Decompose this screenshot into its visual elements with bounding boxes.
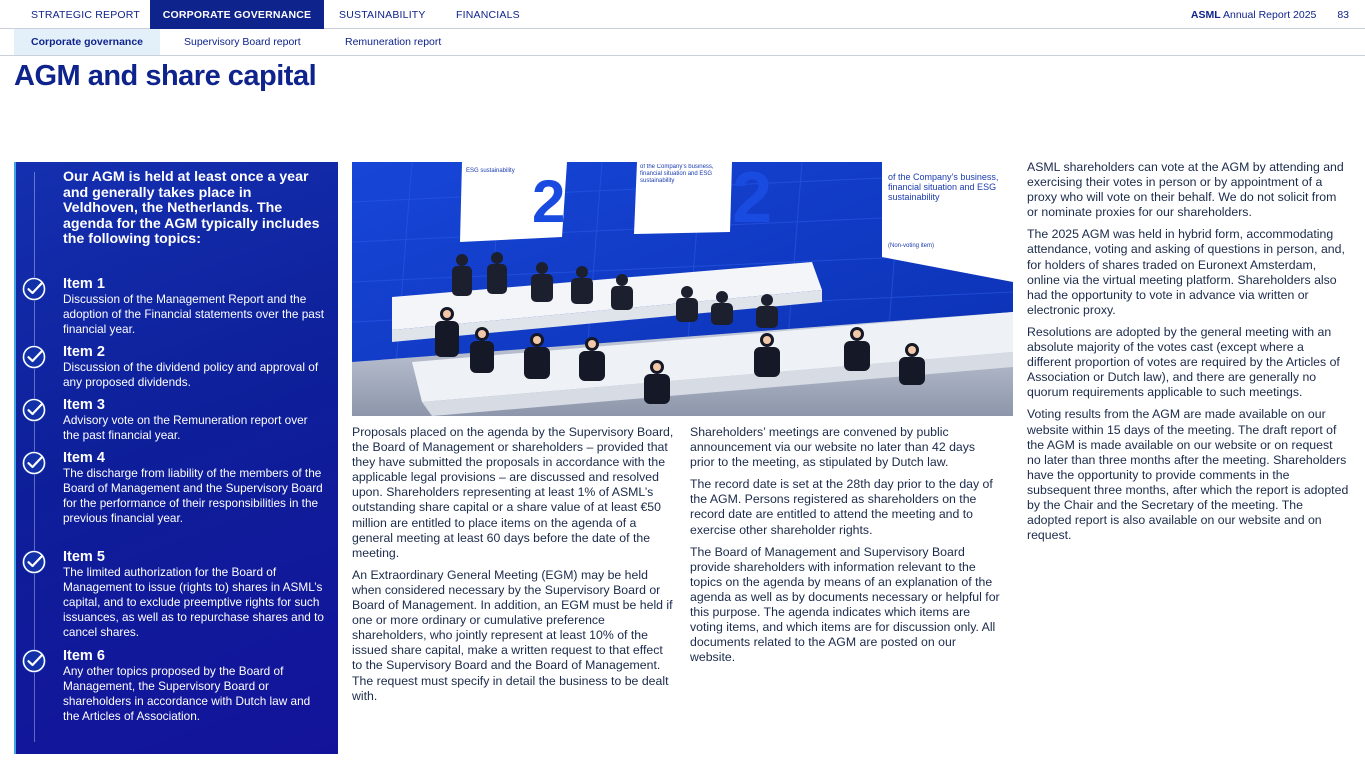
- agenda-intro: Our AGM is held at least once a year and generally takes place in Veldhoven, the Netherlands. The agenda for the AGM typically includes the following topics:: [63, 169, 320, 248]
- tab-corporate-governance[interactable]: CORPORATE GOVERNANCE: [150, 0, 324, 29]
- agenda-panel: [14, 162, 338, 754]
- tab-sustainability[interactable]: SUSTAINABILITY: [339, 9, 426, 21]
- tab-strategic-report[interactable]: STRATEGIC REPORT: [31, 9, 140, 21]
- agenda-item-text: Discussion of the Management Report and the adoption of the Financial statements over the past financial year.: [63, 292, 325, 336]
- tab-financials[interactable]: FINANCIALS: [456, 9, 520, 21]
- text-column-1: [352, 425, 674, 711]
- check-icon: [22, 451, 46, 475]
- text-column-3: [1027, 160, 1349, 550]
- paragraph: The record date is set at the 28th day prior to the day of the AGM. Persons registered as shareholders on the record date are entitled to attend the meeting and to exercise other shareholder rights.: [690, 477, 993, 537]
- report-label: [1191, 0, 1349, 31]
- agenda-item-text: Advisory vote on the Remuneration report over the past financial year.: [63, 413, 308, 442]
- agenda-item-title: Item 6: [63, 648, 105, 664]
- agenda-item-text: The limited authorization for the Board of Management to issue (rights to) shares in ASML’s capital, and to exclude preemptive rights for such issuances, as well as to repurchase shares and to cancel shares.: [63, 565, 324, 639]
- check-icon: [22, 649, 46, 673]
- screen-numeral-left: 2: [532, 168, 566, 235]
- page-number: 83: [1337, 9, 1349, 21]
- screen-text-left: ESG sustainability: [466, 168, 515, 174]
- check-icon: [22, 398, 46, 422]
- screen-text-mid-box: [640, 164, 732, 194]
- top-navigation: [0, 0, 1365, 29]
- agenda-item-text: The discharge from liability of the members of the Board of Management and the Supervisory Board for the performance of their responsibilities in the previous financial year.: [63, 466, 323, 525]
- subtab-supervisory-board-report[interactable]: Supervisory Board report: [184, 36, 301, 48]
- screen-subtext-right: (Non-voting item): [888, 243, 935, 249]
- report-name: Annual Report 2025: [1222, 9, 1317, 21]
- paragraph: Resolutions are adopted by the general meeting with an absolute majority of the votes cast (except where a different proportion of votes are required by the Articles of Association or Dutch law), and there are generally no quorum requirements applicable to such meetings.: [1027, 324, 1340, 400]
- panel-accent-edge: [14, 162, 16, 754]
- screen-text-mid: of the Company’s business, financial situation and ESG sustainability: [640, 164, 714, 184]
- agm-photo: [352, 162, 1013, 416]
- agenda-item-text: Any other topics proposed by the Board of Management, the Supervisory Board or shareholders in accordance with Dutch law and the Articles of Association.: [63, 664, 311, 723]
- paragraph: An Extraordinary General Meeting (EGM) may be held when considered necessary by the Supervisory Board or Board of Management. In addition, an EGM must be held if one or more ordinary or cumulative preference shareholders, who jointly represent at least 10% of the issued share capital, make a written request to that effect to the Supervisory Board and the Board of Management. The request must specify in detail the business to be dealt with.: [352, 567, 673, 703]
- subtab-corporate-governance[interactable]: Corporate governance: [14, 29, 160, 55]
- agenda-item-text: Discussion of the dividend policy and approval of any proposed dividends.: [63, 360, 319, 389]
- check-icon: [22, 277, 46, 301]
- agenda-item-title: Item 3: [63, 397, 105, 413]
- check-icon: [22, 345, 46, 369]
- page-title: AGM and share capital: [14, 60, 317, 92]
- text-column-2: [690, 425, 1003, 672]
- agenda-item-title: Item 2: [63, 344, 105, 360]
- subtab-remuneration-report[interactable]: Remuneration report: [345, 36, 442, 48]
- paragraph: Proposals placed on the agenda by the Supervisory Board, the Board of Management or shareholders – provided that they have submitted the proposals in accordance with the applicable legal provisions – are discussed and resolved upon. Shareholders representing at least 1% of ASML’s outstanding share capital or a share value of at least €50 million are entitled to place items on the agenda of a general meeting at least 60 days before the date of the meeting.: [352, 425, 674, 560]
- screen-numeral-mid: 2: [732, 162, 773, 238]
- sub-navigation: [0, 29, 1365, 56]
- agenda-item-title: Item 4: [63, 450, 105, 466]
- agenda-item-title: Item 5: [63, 549, 105, 565]
- paragraph: The Board of Management and Supervisory Board provide shareholders with information relevant to the topics on the agenda by means of an explanation of the agenda as well as by documents necessary or helpful for this purpose. The agenda indicates which items are voting items, and which items are for discussion only. All documents related to the AGM are posted on our website.: [690, 544, 1000, 665]
- screen-text-right: of the Company’s business, financial situation and ESG sustainability: [888, 172, 999, 202]
- paragraph: The 2025 AGM was held in hybrid form, accommodating attendance, voting and asking of questions in person, and, for holders of shares traded on Euronext Amsterdam, online via the virtual meeting platform. Shareholders also had the opportunity to vote in advance via written or electronic proxy.: [1027, 227, 1345, 317]
- paragraph: Voting results from the AGM are made available on our website within 15 days of the meeting. The draft report of the AGM is made available on our website or on request no later than three months after the meeting. Shareholders have the opportunity to provide comments in the subsequent three months, after which the report is adopted by the Chair and the Secretary of the meeting. The adopted report is also available on our website and on request.: [1027, 407, 1349, 543]
- paragraph: ASML shareholders can vote at the AGM by attending and exercising their votes in person or by appointment of a proxy who will vote on their behalf. We do not solicit from or nominate proxies for our shareholders.: [1027, 160, 1344, 220]
- agm-photo-illustration: [352, 162, 1013, 416]
- check-icon: [22, 550, 46, 574]
- agenda-item-title: Item 1: [63, 276, 105, 292]
- paragraph: Shareholders’ meetings are convened by public announcement via our website no later than 42 days prior to the meeting, as stipulated by Dutch law.: [690, 425, 976, 470]
- screen-text-right-box: [888, 172, 1008, 222]
- brand-name: ASML: [1190, 9, 1221, 21]
